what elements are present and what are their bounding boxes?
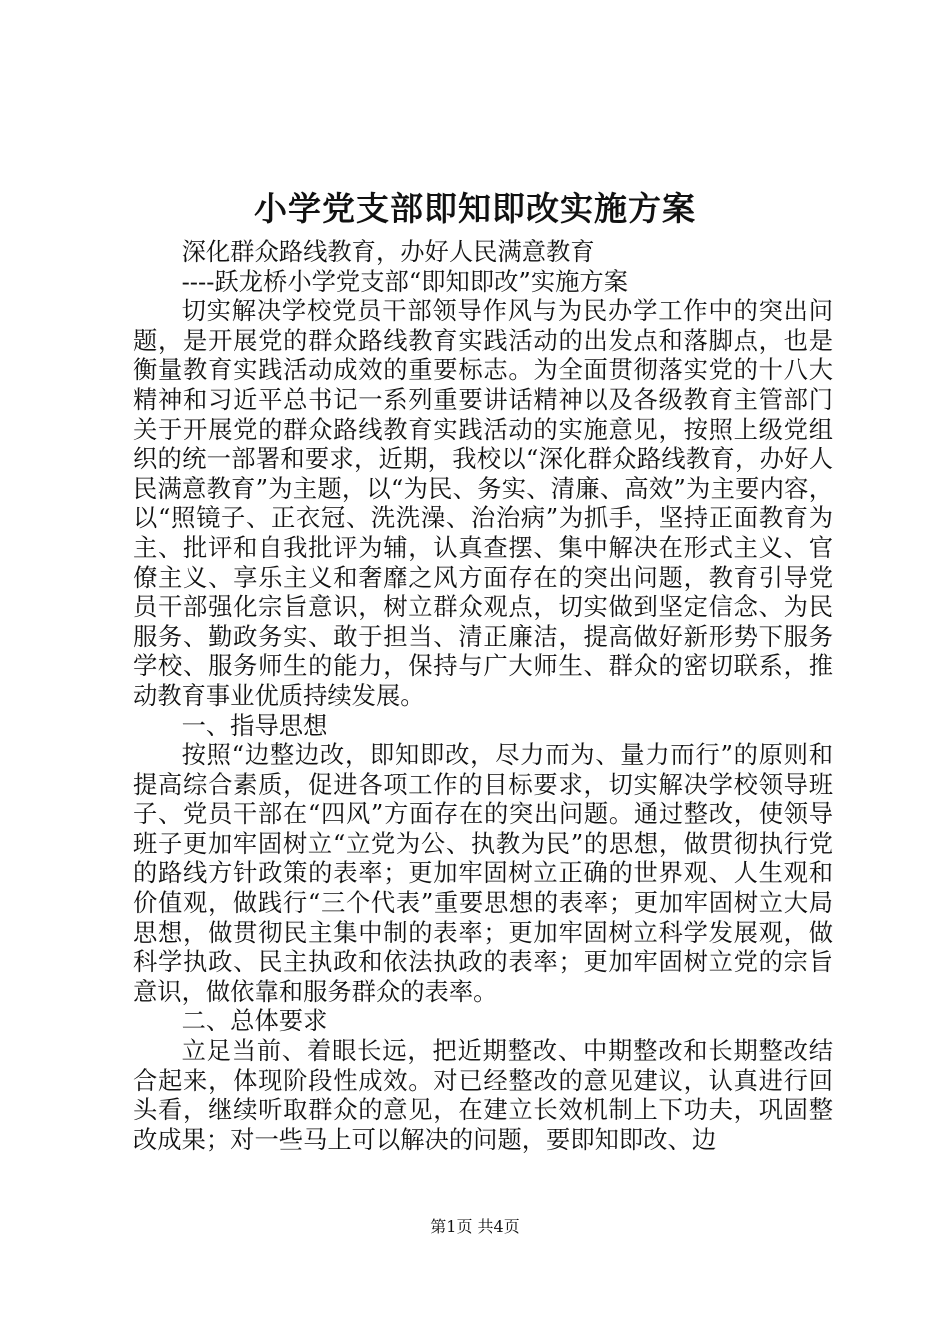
section-heading-guiding-ideology: 一、指导思想 (181, 710, 328, 740)
document-title: 小学党支部即知即改实施方案 (254, 189, 696, 228)
section-paragraph-guiding-ideology: 按照“边整边改，即知即改，尽力而为、量力而行”的原则和提高综合素质，促进各项工作的目标要求，切实解决学校领导班子、党员干部在“四风”方面存在的突出问题。通过整改，使领导班子更加牢固树立“立党为公、执教为民”的思想，做贯彻执行党的路线方针政策的表率；更加牢固树立正确的世界观、人生观和价值观，做践行“三个代表”重要思想的表率；更加牢固树立大局思想，做贯彻民主集中制的表率；更加牢固树立科学发展观，做科学执政、民主执政和依法执政的表率；更加牢固树立党的宗旨意识，做依靠和服务群众的表率。 (133, 740, 833, 1006)
section-paragraph-overall-requirements: 立足当前、着眼长远，把近期整改、中期整改和长期整改结合起来，体现阶段性成效。对已经整改的意见建议，认真进行回头看，继续听取群众的意见，在建立长效机制上下功夫，巩固整改成果；对一些马上可以解决的问题，要即知即改、边 (133, 1036, 833, 1154)
subtitle-line-1: 深化群众路线教育，办好人民满意教育 (181, 237, 595, 266)
subtitle-line-2: ----跃龙桥小学党支部“即知即改”实施方案 (181, 266, 629, 296)
document-body (133, 237, 833, 1154)
page-number: 第1页 共4页 (430, 1217, 520, 1236)
section-heading-overall-requirements: 二、总体要求 (181, 1006, 328, 1036)
intro-paragraph: 切实解决学校党员干部领导作风与为民办学工作中的突出问题，是开展党的群众路线教育实践活动的出发点和落脚点，也是衡量教育实践活动成效的重要标志。为全面贯彻落实党的十八大精神和习近平总书记一系列重要讲话精神以及各级教育主管部门关于开展党的群众路线教育实践活动的实施意见，按照上级党组织的统一部署和要求，近期，我校以“深化群众路线教育，办好人民满意教育”为主题，以“为民、务实、清廉、高效”为主要内容，以“照镜子、正衣冠、洗洗澡、治治病”为抓手，坚持正面教育为主、批评和自我批评为辅，认真查摆、集中解决在形式主义、官僚主义、享乐主义和奢靡之风方面存在的突出问题，教育引导党员干部强化宗旨意识，树立群众观点，切实做到坚定信念、为民服务、勤政务实、敢于担当、清正廉洁，提高做好新形势下服务学校、服务师生的能力，保持与广大师生、群众的密切联系，推动教育事业优质持续发展。 (133, 296, 833, 710)
